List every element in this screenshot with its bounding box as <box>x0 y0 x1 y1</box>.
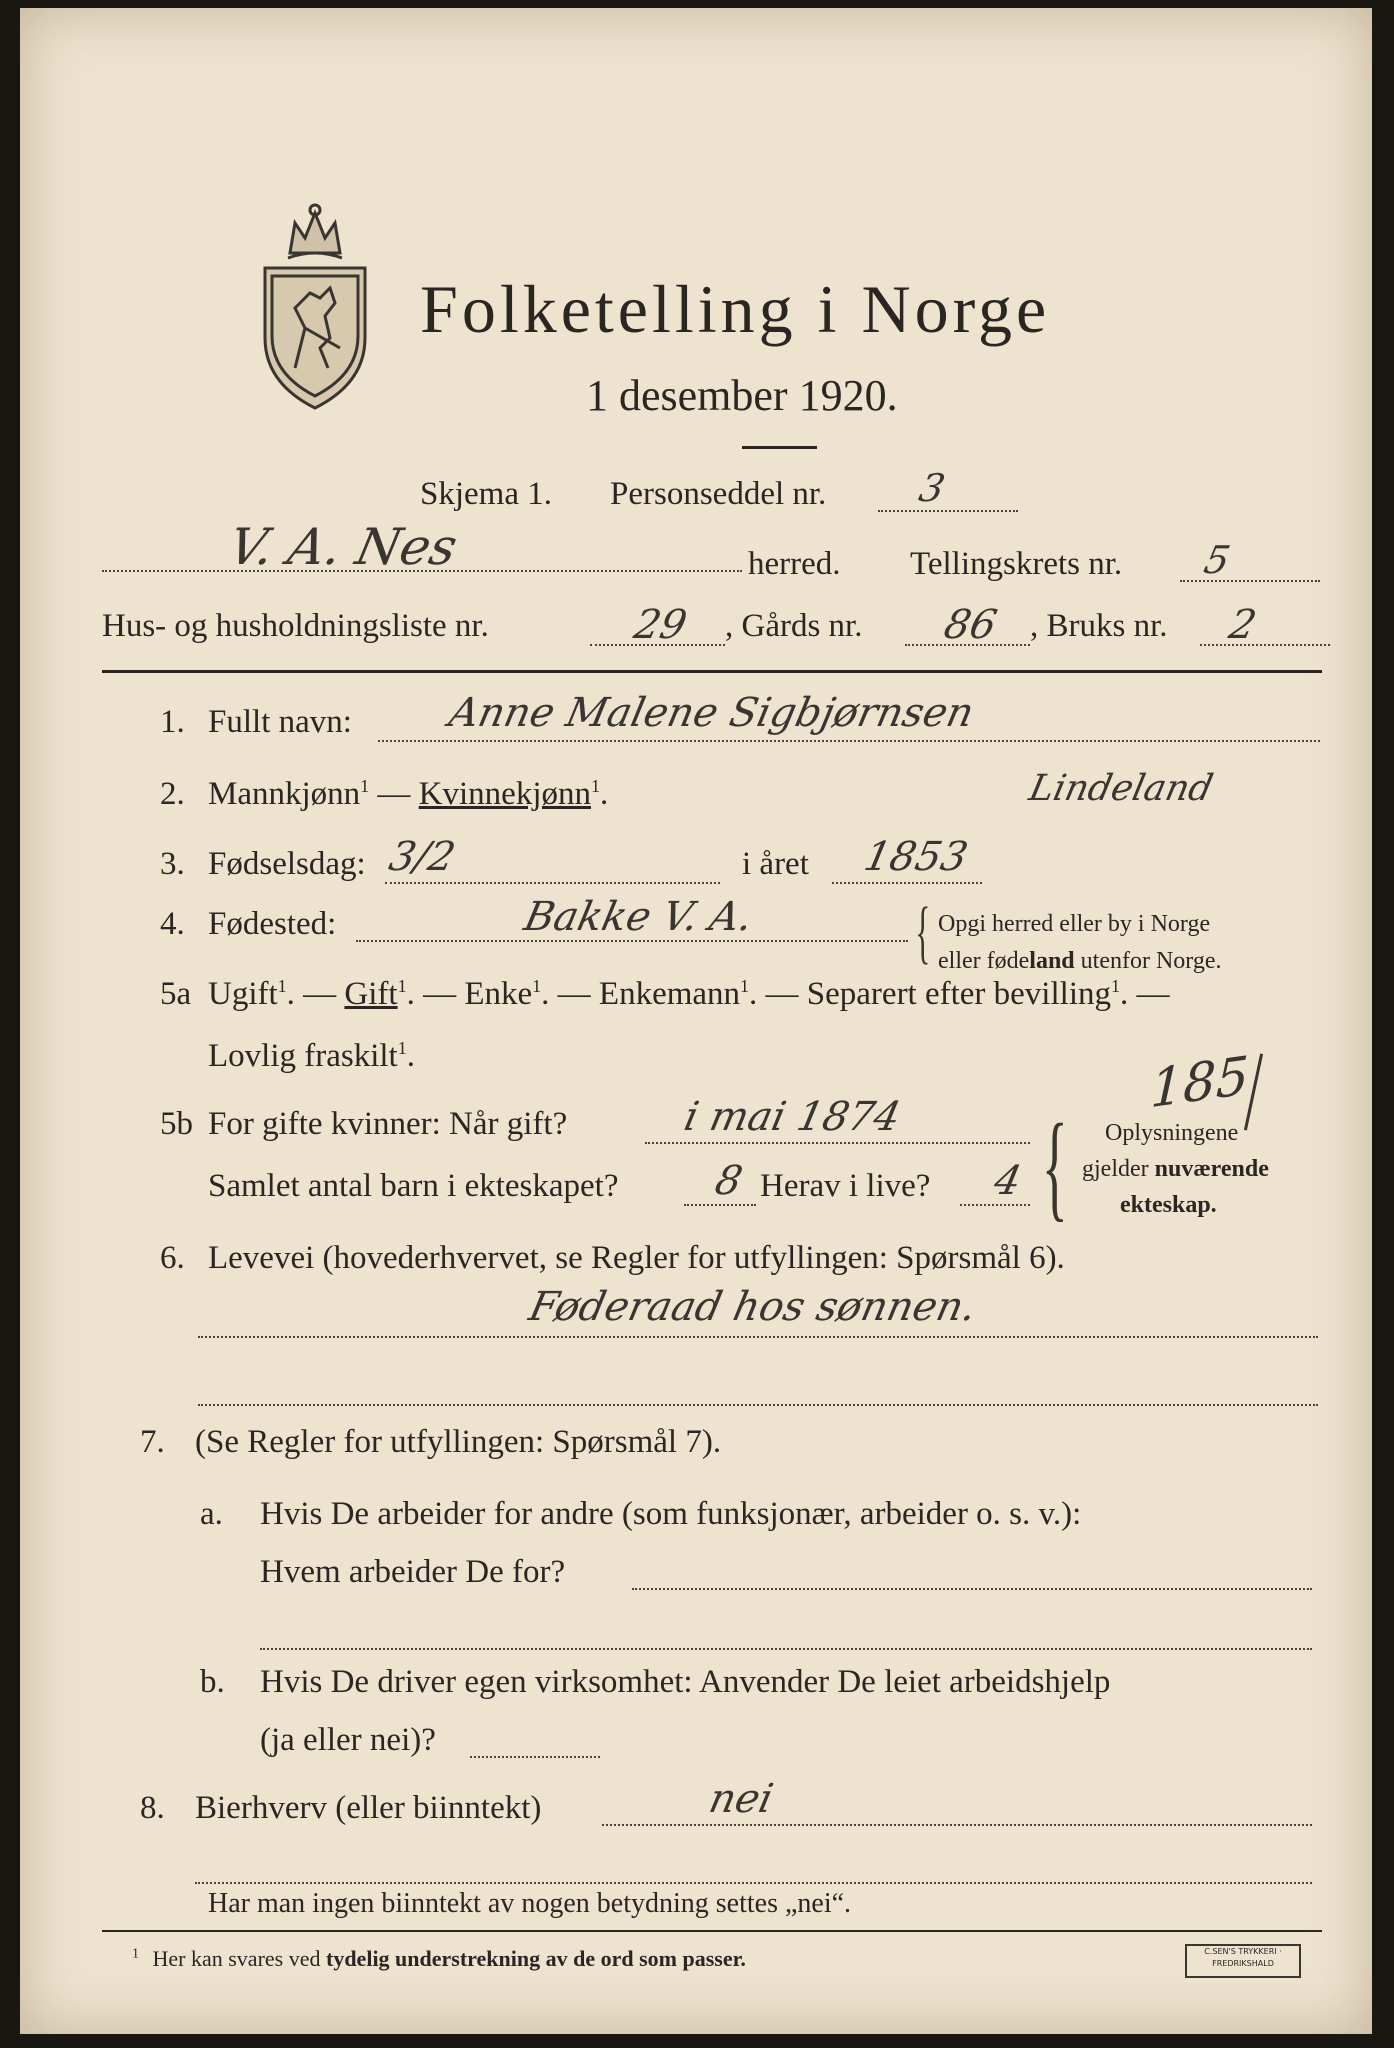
q2-dash: — <box>369 776 419 812</box>
q4-note-2-post: utenfor Norge. <box>1074 948 1222 974</box>
q8-field-1[interactable] <box>602 1824 1312 1826</box>
bruks-field[interactable] <box>1200 644 1330 646</box>
norwegian-coat-of-arms-icon <box>250 198 380 413</box>
q1-number: 1. <box>160 704 185 740</box>
q2-end: . <box>600 776 609 812</box>
q5b-value-3: 4 <box>990 1158 1026 1204</box>
q5a-sup: 1 <box>532 976 542 996</box>
q5a-number: 5a <box>160 976 192 1012</box>
q5b-label-1: For gifte kvinner: Når gift? <box>208 1106 568 1142</box>
q5b-note-2-bold: nuværende <box>1154 1156 1269 1182</box>
q7-number: 7. <box>140 1424 165 1460</box>
q8-label: Bierhverv (eller biinntekt) <box>195 1790 542 1826</box>
herred-value: V. A. Nes <box>223 518 463 576</box>
q5b-field-3[interactable] <box>960 1204 1030 1206</box>
q5a-sep: . — <box>286 976 345 1012</box>
q5b-note-2 <box>1082 1156 1269 1183</box>
gards-value: 86 <box>940 602 1001 648</box>
q5a-sup: 1 <box>740 976 750 996</box>
q2-mann: Mannkjønn <box>208 776 361 812</box>
q5b-note-2-pre: gjelder <box>1082 1156 1155 1182</box>
nei-note: Har man ingen biinntekt av nogen betydning settes „nei“. <box>208 1888 852 1919</box>
q4-brace: { <box>915 894 931 971</box>
q2-kvinne-sup: 1 <box>591 776 600 796</box>
title-divider <box>742 446 817 449</box>
q5a-lovlig: Lovlig fraskilt <box>208 1038 398 1074</box>
q5a-separert: Separert efter bevilling <box>806 976 1111 1012</box>
q7b-letter: b. <box>200 1664 225 1700</box>
q5a-sup: 1 <box>397 976 407 996</box>
q6-number: 6. <box>160 1240 185 1276</box>
q8-value: nei <box>705 1776 778 1822</box>
personseddel-value: 3 <box>915 466 949 510</box>
husliste-label: Hus- og husholdningsliste nr. <box>102 608 489 644</box>
personseddel-label: Personseddel nr. <box>610 476 827 512</box>
schema-label: Skjema 1. <box>420 476 552 512</box>
q2-options <box>208 776 608 813</box>
printer-stamp <box>1185 1944 1301 1978</box>
q5a-sep: . — <box>749 976 807 1012</box>
q5b-field-1[interactable] <box>645 1142 1030 1144</box>
footnote-divider <box>102 1930 1322 1932</box>
q5a-sup: 1 <box>397 1038 407 1058</box>
q7a-field-2[interactable] <box>260 1648 1312 1650</box>
q6-field-2[interactable] <box>198 1404 1318 1406</box>
q3-number: 3. <box>160 846 185 882</box>
q5a-gift: Gift <box>344 976 398 1012</box>
q1-label: Fullt navn: <box>208 704 352 740</box>
q5a-end: . <box>406 1038 415 1074</box>
q5a-ugift: Ugift <box>208 976 278 1012</box>
q3-value: 3/2 <box>385 834 460 880</box>
q4-number: 4. <box>160 906 185 942</box>
q7b-text: Hvis De driver egen virksomhet: Anvender De leiet arbeidshjelp <box>260 1664 1111 1700</box>
q5a-sup: 1 <box>277 976 287 996</box>
bruks-value: 2 <box>1225 602 1261 648</box>
q2-mann-sup: 1 <box>360 776 370 796</box>
q4-label: Fødested: <box>208 906 337 942</box>
q7b-question: (ja eller nei)? <box>260 1722 436 1758</box>
q1-value-continued: Lindeland <box>1025 768 1217 809</box>
q7a-text: Hvis De arbeider for andre (som funksjonær, arbeider o. s. v.): <box>260 1496 1082 1532</box>
footnote <box>132 1946 746 1972</box>
q5b-field-2[interactable] <box>684 1204 756 1206</box>
footnote-pre: Her kan svares ved <box>152 1946 326 1971</box>
q3-label: Fødselsdag: <box>208 846 366 882</box>
q7b-field[interactable] <box>470 1756 600 1758</box>
q5b-label-3: Herav i live? <box>760 1168 931 1204</box>
q8-field-2[interactable] <box>195 1882 1312 1884</box>
printer-stamp-text: C.SEN'S TRYKKERI · FREDRIKSHALD <box>1204 1947 1282 1968</box>
q5a-options <box>208 976 1169 1013</box>
q5a-enke: Enke <box>464 976 533 1012</box>
q7a-field-1[interactable] <box>632 1588 1312 1590</box>
q5b-label-2: Samlet antal barn i ekteskapet? <box>208 1168 619 1204</box>
q4-note-2-bold: land <box>1029 948 1075 974</box>
form-title: Folketelling i Norge <box>420 271 1051 347</box>
q5b-value-1: i mai 1874 <box>680 1094 905 1140</box>
q1-value: Anne Malene Sigbjørnsen <box>445 690 978 736</box>
personseddel-field[interactable] <box>878 510 1018 512</box>
q5b-value-2: 8 <box>711 1158 747 1204</box>
q7a-question: Hvem arbeider De for? <box>260 1554 566 1590</box>
q7-label: (Se Regler for utfyllingen: Spørsmål 7). <box>195 1424 722 1460</box>
q4-value: Bakke V. A. <box>520 894 757 940</box>
q5a-sup: 1 <box>1110 976 1120 996</box>
q5a-line-2 <box>208 1038 415 1075</box>
q5a-sep: . — <box>541 976 599 1012</box>
q3-year-value: 1853 <box>860 834 972 880</box>
q5a-tail: . — <box>1119 976 1170 1012</box>
q1-field[interactable] <box>378 740 1320 742</box>
q6-value: Føderaad hos sønnen. <box>525 1284 981 1330</box>
section-divider <box>102 670 1322 673</box>
tellingskrets-value: 5 <box>1200 538 1234 582</box>
q5a-enkemann: Enkemann <box>598 976 741 1012</box>
q5b-margin-note: 185 <box>1149 1045 1250 1121</box>
q3-field[interactable] <box>385 882 720 884</box>
q4-note-2 <box>938 948 1222 975</box>
q3-year-label: i året <box>742 846 809 882</box>
footnote-number: 1 <box>132 1946 139 1962</box>
q7a-letter: a. <box>200 1496 223 1532</box>
q2-kvinne: Kvinnekjønn <box>418 776 591 812</box>
q4-field[interactable] <box>356 940 908 942</box>
q5b-brace: { <box>1041 1099 1068 1232</box>
q5b-note-3: ekteskap. <box>1120 1192 1217 1218</box>
bruks-label: , Bruks nr. <box>1030 608 1168 644</box>
q4-note-1: Opgi herred eller by i Norge <box>938 911 1211 937</box>
tellingskrets-label: Tellingskrets nr. <box>910 546 1123 582</box>
q5b-number: 5b <box>160 1106 193 1142</box>
q6-label: Levevei (hovederhvervet, se Regler for utfyllingen: Spørsmål 6). <box>208 1240 1065 1276</box>
gards-label: , Gårds nr. <box>725 608 863 644</box>
husliste-value: 29 <box>630 602 691 648</box>
census-date: 1 desember 1920. <box>586 371 898 420</box>
q5b-note-1: Oplysningene <box>1105 1120 1239 1146</box>
herred-label: herred. <box>748 546 841 582</box>
q4-note-2-pre: eller føde <box>938 948 1030 974</box>
q3-year-field[interactable] <box>832 882 982 884</box>
q2-number: 2. <box>160 776 185 812</box>
q6-field-1[interactable] <box>198 1336 1318 1338</box>
q8-number: 8. <box>140 1790 165 1826</box>
footnote-bold: tydelig understrekning av de ord som passer. <box>326 1946 746 1971</box>
census-form <box>20 8 1372 2034</box>
q5a-sep: . — <box>406 976 465 1012</box>
